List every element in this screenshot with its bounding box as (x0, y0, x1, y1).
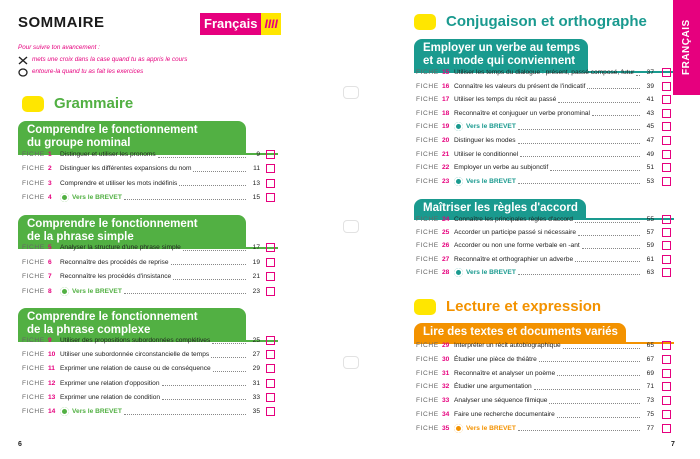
fiche-label: FICHE (416, 69, 439, 76)
fiche-number: 6 (48, 258, 52, 266)
fiche-number: 3 (48, 179, 52, 187)
fiche-entry[interactable] (22, 162, 260, 175)
section-marker (414, 14, 436, 30)
fiche-label: FICHE (416, 123, 439, 131)
leader-dots (575, 255, 640, 262)
fiche-entry[interactable] (416, 93, 654, 106)
leader-dots (171, 258, 247, 265)
leader-dots (518, 123, 640, 130)
fiche-page: 9 (256, 151, 260, 158)
section-lecture (414, 298, 601, 315)
brevet-icon (60, 193, 69, 202)
fiche-entry[interactable] (22, 241, 260, 254)
fiche-page: 75 (646, 411, 654, 418)
fiche-page: 53 (646, 177, 654, 185)
fiche-page: 41 (646, 96, 654, 104)
fiche-page: 51 (646, 164, 654, 172)
fiche-label: FICHE (22, 165, 45, 173)
leader-dots (534, 383, 640, 390)
fiche-entry[interactable] (416, 353, 654, 366)
fiche-number: 28 (442, 268, 450, 276)
fiche-label: FICHE (416, 383, 439, 391)
group-heading-line: Comprendre le fonctionnement (27, 218, 198, 230)
fiche-label: FICHE (22, 179, 45, 187)
progress-checkbox[interactable] (662, 163, 671, 172)
progress-checkbox[interactable] (662, 255, 671, 264)
fiche-title: Exprimer une relation de condition (60, 393, 161, 401)
fiche-number: 25 (442, 229, 450, 237)
fiche-label: FICHE (416, 242, 439, 250)
fiche-title: Utiliser le conditionnel (454, 150, 519, 158)
leader-dots (557, 369, 640, 376)
brevet-icon (454, 424, 463, 433)
fiche-title: Connaître les valeurs du présent de l'indicatif (454, 82, 586, 90)
fiche-label: FICHE (416, 369, 439, 377)
fiche-entry[interactable] (416, 80, 654, 93)
fiche-entry[interactable] (22, 191, 260, 204)
fiche-label: FICHE (416, 82, 439, 90)
brevet-icon (454, 268, 463, 277)
fiche-number: 34 (442, 411, 450, 418)
fiche-page: 67 (646, 355, 654, 363)
fiche-number: 4 (48, 193, 52, 201)
fiche-page: 33 (252, 393, 260, 401)
fiche-entry[interactable] (22, 270, 260, 283)
progress-checkbox[interactable] (266, 258, 275, 267)
fiche-title: Distinguer les modes (454, 137, 516, 144)
fiche-title: Reconnaître et conjuguer un verbe pronominal (454, 109, 590, 117)
progress-checkbox[interactable] (662, 396, 671, 405)
fiche-page: 13 (252, 179, 260, 187)
brand-name: Français (200, 13, 261, 35)
fiche-page: 31 (252, 379, 260, 387)
fiche-number: 16 (442, 82, 450, 90)
fiche-page: 69 (646, 369, 654, 377)
fiche-number: 19 (442, 123, 450, 131)
section-title: Grammaire (54, 95, 134, 112)
fiche-number: 9 (48, 337, 52, 344)
fiche-page: 37 (646, 69, 654, 76)
progress-checkbox[interactable] (266, 379, 275, 388)
fiche-number: 31 (442, 369, 450, 377)
section-title: Lecture et expression (446, 298, 602, 315)
fiche-label: FICHE (22, 244, 45, 251)
progress-checkbox[interactable] (266, 272, 275, 281)
fiche-number: 17 (442, 96, 450, 104)
fiche-number: 5 (48, 244, 52, 251)
fiche-page: 21 (252, 273, 260, 280)
fiche-title: Accorder un participe passé si nécessaire (454, 229, 577, 237)
leader-dots (193, 165, 246, 172)
leader-dots (558, 96, 640, 103)
leader-dots (520, 150, 640, 157)
progress-checkbox[interactable] (662, 95, 671, 104)
fiche-label: FICHE (416, 150, 439, 158)
fiche-page: 29 (252, 365, 260, 373)
fiche-number: 11 (48, 365, 55, 373)
fiche-page: 59 (646, 242, 654, 250)
progress-checkbox[interactable] (662, 215, 671, 224)
brevet-label: Vers le BREVET (466, 424, 516, 432)
fiche-label: FICHE (416, 229, 439, 237)
group-heading-line: de la phrase complexe (27, 324, 151, 336)
leader-dots (124, 193, 246, 200)
brevet-icon (60, 407, 69, 416)
fiche-page: 55 (646, 216, 654, 223)
fiche-entry[interactable] (416, 239, 654, 252)
leader-dots (211, 351, 246, 358)
progress-checkbox[interactable] (266, 364, 275, 373)
group-heading-line: Lire des textes et documents variés (423, 326, 618, 338)
leader-dots (183, 244, 246, 251)
fiche-page: 23 (252, 287, 260, 295)
fiche-label: FICHE (416, 355, 439, 363)
leader-dots (549, 397, 640, 404)
fiche-page: 27 (252, 351, 260, 359)
progress-checkbox[interactable] (266, 287, 275, 296)
fiche-number: 30 (442, 355, 450, 363)
fiche-entry[interactable] (416, 107, 654, 120)
fiche-title: Analyser une séquence filmique (454, 397, 548, 405)
fiche-title: Reconnaître les procédés d'insistance (60, 273, 172, 280)
fiche-entry[interactable] (416, 120, 654, 133)
fiche-title: Accorder ou non une forme verbale en -ant (454, 242, 580, 250)
fiche-number: 2 (48, 165, 52, 173)
progress-checkbox[interactable] (662, 177, 671, 186)
fiche-label: FICHE (22, 273, 45, 280)
fiche-label: FICHE (416, 411, 439, 418)
leader-dots (173, 273, 246, 280)
fiche-number: 15 (442, 69, 450, 76)
fiche-label: FICHE (416, 164, 439, 172)
fiche-number: 1 (48, 151, 52, 158)
fiche-entry[interactable] (22, 285, 260, 298)
fiche-number: 20 (442, 137, 450, 144)
page-number-right: 7 (671, 441, 675, 448)
progress-checkbox[interactable] (662, 355, 671, 364)
fiche-page: 39 (646, 82, 654, 90)
fiche-page: 45 (646, 123, 654, 131)
leader-dots (124, 287, 246, 294)
group-heading-line: Employer un verbe au temps (423, 42, 581, 54)
leader-dots (518, 268, 640, 275)
leader-dots (518, 177, 640, 184)
fiche-page: 71 (646, 383, 654, 391)
fiche-number: 8 (48, 287, 52, 295)
fiche-entry[interactable] (416, 367, 654, 380)
fiche-page: 47 (646, 137, 654, 144)
section-marker (414, 299, 436, 315)
progress-instructions (18, 42, 187, 78)
page-title: SOMMAIRE (18, 14, 105, 31)
group-heading-line: de la phrase simple (27, 231, 134, 243)
fiche-entry[interactable] (22, 256, 260, 269)
fiche-page: 35 (252, 408, 260, 415)
progress-checkbox[interactable] (662, 268, 671, 277)
leader-dots (587, 82, 640, 89)
side-tab: FRANÇAIS (673, 0, 700, 95)
fiche-label: FICHE (416, 96, 439, 104)
progress-checkbox[interactable] (662, 122, 671, 131)
brevet-link (60, 193, 122, 202)
fiche-title: Exprimer une relation d'opposition (60, 379, 160, 387)
section-title: Conjugaison et orthographe (446, 13, 647, 30)
group-heading-line: et au mode qui conviennent (423, 55, 576, 67)
fiche-label: FICHE (22, 408, 45, 415)
fiche-label: FICHE (416, 216, 439, 223)
fiche-title: Reconnaître et orthographier un adverbe (454, 255, 574, 263)
fiche-page: 61 (646, 255, 654, 263)
leader-dots (158, 151, 246, 158)
group-heading-line: Comprendre le fonctionnement (27, 124, 198, 136)
progress-checkbox[interactable] (662, 382, 671, 391)
group-heading-line: Maîtriser les règles d'accord (423, 202, 578, 214)
leader-dots (592, 109, 640, 116)
fiche-entry[interactable] (22, 362, 260, 375)
fiche-label: FICHE (416, 177, 439, 185)
fiche-label: FICHE (416, 255, 439, 263)
fiche-label: FICHE (22, 287, 45, 295)
brevet-link (60, 287, 122, 296)
fiche-label: FICHE (22, 337, 45, 344)
fiche-entry[interactable] (416, 175, 654, 188)
group-heading-line: Comprendre le fonctionnement (27, 311, 198, 323)
progress-checkbox[interactable] (266, 393, 275, 402)
progress-checkbox[interactable] (662, 82, 671, 91)
fiche-page: 77 (646, 424, 654, 432)
brevet-label: Vers le BREVET (72, 287, 122, 295)
fiche-number: 22 (442, 164, 450, 172)
leader-dots (162, 379, 247, 386)
fiche-number: 21 (442, 150, 450, 158)
fiche-title: Étudier une pièce de théâtre (454, 355, 537, 363)
fiche-entry[interactable] (416, 266, 654, 279)
progress-checkbox[interactable] (266, 336, 275, 345)
leader-dots (563, 342, 640, 349)
fiche-entry[interactable] (22, 391, 260, 404)
fiche-title: Employer un verbe au subjonctif (454, 164, 549, 172)
brevet-link (60, 407, 122, 416)
fiche-entry[interactable] (416, 408, 654, 421)
fiche-title: Connaître les principales règles d'accord (454, 216, 573, 223)
progress-checkbox[interactable] (662, 410, 671, 419)
fiche-entry[interactable] (416, 161, 654, 174)
fiche-title: Exprimer une relation de cause ou de conséquence (60, 365, 211, 373)
fiche-entry[interactable] (416, 394, 654, 407)
progress-checkbox[interactable] (266, 193, 275, 202)
brevet-label: Vers le BREVET (466, 268, 516, 276)
fiche-entry[interactable] (416, 213, 654, 226)
group-heading-line: du groupe nominal (27, 137, 131, 149)
binder-hole (343, 86, 359, 99)
fiche-number: 24 (442, 216, 450, 223)
leader-dots (213, 365, 246, 372)
progress-checkbox[interactable] (662, 369, 671, 378)
leader-dots (179, 179, 246, 186)
fiche-label: FICHE (416, 342, 439, 349)
progress-checkbox[interactable] (662, 150, 671, 159)
fiche-number: 35 (442, 424, 450, 432)
leader-dots (582, 242, 640, 249)
brevet-label: Vers le BREVET (72, 408, 122, 415)
fiche-number: 23 (442, 177, 450, 185)
progress-checkbox[interactable] (266, 164, 275, 173)
cross-icon (18, 56, 28, 65)
fiche-label: FICHE (416, 109, 439, 117)
brevet-link (454, 177, 516, 186)
fiche-entry[interactable] (416, 380, 654, 393)
fiche-page: 43 (646, 109, 654, 117)
binder-hole (343, 356, 359, 369)
brevet-link (454, 424, 516, 433)
progress-checkbox[interactable] (662, 68, 671, 77)
instructions-cross: mets une croix dans la case quand tu as appris le cours (32, 56, 188, 63)
fiche-page: 63 (646, 268, 654, 276)
fiche-number: 18 (442, 109, 450, 117)
fiche-page: 49 (646, 150, 654, 158)
brand-logo (200, 13, 281, 35)
brevet-link (454, 268, 516, 277)
fiche-number: 13 (48, 393, 56, 401)
leader-dots (539, 355, 640, 362)
fiche-title: Distinguer et utiliser les pronoms (60, 151, 156, 158)
brevet-label: Vers le BREVET (72, 193, 122, 201)
fiche-page: 25 (252, 337, 260, 344)
fiche-label: FICHE (22, 379, 45, 387)
progress-checkbox[interactable] (662, 241, 671, 250)
fiche-page: 65 (646, 342, 654, 349)
fiche-entry[interactable] (416, 226, 654, 239)
binder-hole (343, 220, 359, 233)
fiche-page: 73 (646, 397, 654, 405)
fiche-title: Reconnaître des procédés de reprise (60, 258, 169, 266)
fiche-page: 15 (252, 193, 260, 201)
fiche-number: 27 (442, 255, 450, 263)
fiche-label: FICHE (22, 151, 45, 158)
fiche-entry[interactable] (416, 253, 654, 266)
fiche-entry[interactable] (22, 148, 260, 161)
fiche-page: 17 (252, 244, 260, 251)
fiche-label: FICHE (22, 351, 45, 359)
fiche-label: FICHE (416, 397, 439, 405)
brevet-label: Vers le BREVET (466, 123, 516, 131)
fiche-number: 10 (48, 351, 56, 359)
fiche-number: 33 (442, 397, 450, 405)
page-number-left: 6 (18, 441, 22, 448)
fiche-entry[interactable] (22, 405, 260, 418)
brand-mark: IIII (261, 13, 280, 35)
fiche-title: Utiliser les temps du récit au passé (454, 96, 557, 104)
progress-checkbox[interactable] (662, 341, 671, 350)
fiche-title: Utiliser des propositions subordonnées complétives (60, 337, 211, 344)
leader-dots (518, 424, 640, 431)
leader-dots (550, 164, 640, 171)
fiche-entry[interactable] (416, 339, 654, 352)
progress-checkbox[interactable] (662, 136, 671, 145)
fiche-title: Utiliser une subordonnée circonstancielle de temps (60, 351, 210, 359)
progress-checkbox[interactable] (266, 243, 275, 252)
brevet-label: Vers le BREVET (466, 177, 516, 185)
progress-checkbox[interactable] (266, 407, 275, 416)
fiche-entry[interactable] (416, 66, 654, 79)
progress-checkbox[interactable] (266, 179, 275, 188)
fiche-entry[interactable] (22, 334, 260, 347)
instructions-circle: entoure-la quand tu as fait les exercices (32, 68, 144, 75)
fiche-number: 12 (48, 379, 56, 387)
fiche-page: 11 (253, 165, 260, 173)
fiche-entry[interactable] (416, 134, 654, 147)
progress-checkbox[interactable] (662, 109, 671, 118)
fiche-entry[interactable] (22, 177, 260, 190)
fiche-title: Étudier une argumentation (454, 383, 532, 391)
section-grammaire (22, 95, 133, 112)
fiche-entry[interactable] (22, 377, 260, 390)
leader-dots (575, 216, 640, 223)
fiche-page: 57 (646, 229, 654, 237)
fiche-label: FICHE (22, 258, 45, 266)
fiche-page: 19 (252, 258, 260, 266)
leader-dots (636, 69, 640, 76)
leader-dots (212, 337, 246, 344)
section-conjugaison (414, 13, 647, 30)
leader-dots (518, 137, 640, 144)
fiche-number: 14 (48, 408, 56, 415)
leader-dots (162, 393, 246, 400)
fiche-label: FICHE (22, 393, 45, 401)
fiche-title: Reconnaître et analyser un poème (454, 369, 556, 377)
section-marker (22, 96, 44, 112)
leader-dots (578, 229, 640, 236)
fiche-entry[interactable] (416, 422, 654, 435)
fiche-number: 32 (442, 383, 450, 391)
fiche-title: Faire une recherche documentaire (454, 411, 555, 418)
brevet-icon (454, 177, 463, 186)
brevet-icon (454, 122, 463, 131)
leader-dots (124, 408, 246, 415)
fiche-label: FICHE (416, 137, 439, 144)
progress-checkbox[interactable] (662, 424, 671, 433)
fiche-title: Comprendre et utiliser les mots indéfinis (60, 179, 178, 187)
leader-dots (557, 411, 640, 418)
fiche-title: Interpréter un récit autobiographique (454, 342, 561, 349)
fiche-label: FICHE (22, 193, 45, 201)
brevet-link (454, 122, 516, 131)
brevet-icon (60, 287, 69, 296)
instructions-heading: Pour suivre ton avancement : (18, 44, 100, 51)
progress-checkbox[interactable] (662, 228, 671, 237)
fiche-entry[interactable] (416, 148, 654, 161)
progress-checkbox[interactable] (266, 350, 275, 359)
fiche-label: FICHE (416, 268, 439, 276)
fiche-title: Utiliser les temps du dialogue : présent, passé composé, futur (454, 69, 635, 76)
fiche-label: FICHE (22, 365, 45, 373)
fiche-title: Analyser la structure d'une phrase simple (60, 244, 181, 251)
fiche-number: 26 (442, 242, 450, 250)
fiche-label: FICHE (416, 424, 439, 432)
fiche-entry[interactable] (22, 348, 260, 361)
fiche-title: Distinguer les différentes expansions du nom (60, 165, 192, 173)
progress-checkbox[interactable] (266, 150, 275, 159)
fiche-number: 7 (48, 273, 52, 280)
fiche-number: 29 (442, 342, 450, 349)
circle-icon (18, 68, 28, 77)
